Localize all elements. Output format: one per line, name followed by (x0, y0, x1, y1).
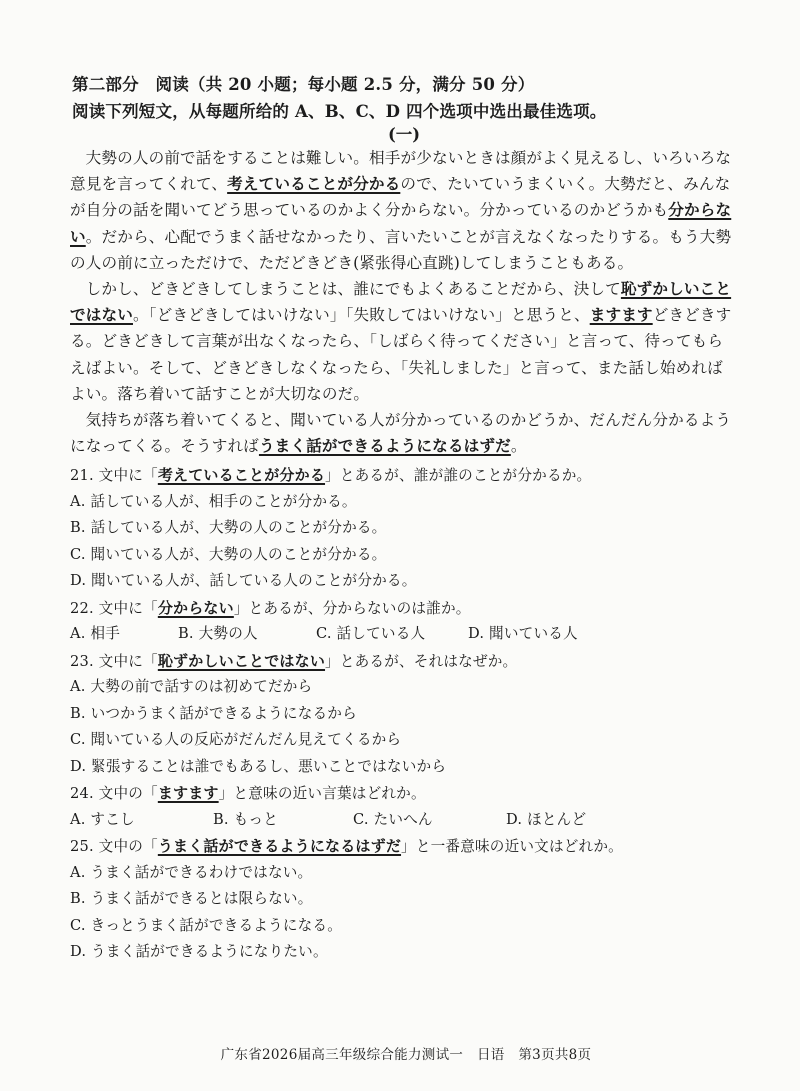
question-22-options (70, 621, 750, 648)
question-suffix: 」とあるが、分からないのは誰か。 (233, 599, 471, 617)
passage-title: (一) (387, 125, 421, 144)
question-prefix: 24. 文中の「 (70, 785, 158, 802)
underlined-phrase: 考えていることが分かる (227, 174, 401, 194)
question-25-stem (70, 833, 750, 860)
question-quote: うまく話ができるようになるはずだ (157, 837, 402, 855)
question-list (70, 462, 750, 966)
question-22-option-d: D. 聞いている人 (468, 625, 578, 642)
question-prefix: 25. 文中の「 (70, 838, 158, 855)
question-24-stem (70, 780, 750, 807)
question-21-stem (70, 462, 750, 489)
underlined-phrase: 分からない (70, 200, 732, 246)
question-24-option-c: C. たいへん (353, 810, 433, 828)
paragraph-text: 。「どきどきしてはいけない」「失敗してはいけない」と思うと、 (132, 306, 590, 325)
question-22-option-a: A. 相手 (70, 625, 121, 642)
question-21-option-c: C. 聞いている人が、大勢の人のことが分かる。 (70, 545, 387, 563)
question-22-option-b: B. 大勢の人 (178, 625, 258, 642)
question-21-option-d: D. 聞いている人が、話している人のことが分かる。 (70, 572, 417, 589)
paragraph-text: ので、たいていうまくいく。大勢だと、みんなが自分の話を聞いてどう思っているのかよく分からない。分かっているのかどうかも (70, 175, 731, 220)
question-suffix: 」と一番意味の近い文はどれか。 (401, 838, 623, 855)
passage-paragraph-3 (70, 407, 736, 459)
question-23-option-a: A. 大勢の前で話すのは初めてだから (70, 678, 313, 695)
section-title: 第二部分 阅读（共 20 小题；每小题 2.5 分，满分 50 分） (72, 75, 535, 94)
question-23-option-b: B. いつかうまく話ができるようになるから (70, 704, 357, 722)
reading-passage (70, 145, 736, 459)
question-24-options (70, 807, 750, 834)
question-prefix: 21. 文中に「 (70, 467, 158, 484)
passage-paragraph-2 (70, 276, 736, 407)
underlined-phrase: 恥ずかしいことではない (70, 279, 732, 325)
question-suffix: 」とあるが、それはなぜか。 (325, 652, 518, 670)
reading-instruction: 阅读下列短文，从每题所给的 A、B、C、D 四个选项中选出最佳选项。 (72, 102, 607, 121)
question-23-option-c: C. 聞いている人の反応がだんだん見えてくるから (70, 731, 402, 748)
question-prefix: 22. 文中に「 (70, 599, 158, 617)
question-quote: ますます (157, 784, 219, 802)
question-23-option-d: D. 緊張することは誰でもあるし、悪いことではないから (70, 757, 447, 775)
paragraph-text: 気持ちが落ち着いてくると、聞いている人が分かっているのかどうか、だんだん分かるようになってくる。そうすれば (70, 411, 732, 456)
page-footer: 广东省2026届高三年级综合能力测试一 日语 第3页共8页 (220, 1047, 592, 1063)
question-21-option-a: A. 話している人が、相手のことが分かる。 (70, 492, 357, 510)
paragraph-text: しかし、どきどきしてしまうことは、誰にでもよくあることだから、決して (85, 280, 621, 299)
question-22-option-c: C. 話している人 (316, 625, 426, 642)
paragraph-text: 。だから、心配でうまく話せなかったり、言いたいことが言えなくなったりする。もう大勢の人の前に立っただけで、ただどきどき(紧张得心直跳)してしまうこともある。 (70, 227, 732, 272)
question-suffix: 」とあるが、誰が誰のことが分かるか。 (325, 467, 592, 484)
underlined-phrase: うまく話ができるようになるはずだ (258, 436, 511, 456)
question-23-stem (70, 648, 750, 675)
question-25-option-c: C. きっとうまく話ができるようになる。 (70, 916, 343, 934)
underlined-phrase: ますます (589, 305, 653, 325)
question-25-option-d: D. うまく話ができるようになりたい。 (70, 943, 328, 960)
question-24-option-b: B. もっと (213, 810, 278, 828)
paragraph-text: どきどきする。どきどきして言葉が出なくなったら、「しばらく待ってください」と言って、待ってもらえばよい。そして、どきどきしなくなったら、「失礼しました」と言って、また話し始めればよい。落ち着いて話すことが大切なのだ。 (70, 306, 732, 403)
question-quote: 分からない (157, 598, 234, 617)
question-25-option-a: A. うまく話ができるわけではない。 (70, 863, 313, 881)
passage-paragraph-1 (70, 145, 736, 276)
paragraph-text: 大勢の人の前で話をすることは難しい。相手が少ないときは顔がよく見えるし、いろいろな意見を言ってくれて、 (70, 149, 732, 194)
question-21-option-b: B. 話している人が、大勢の人のことが分かる。 (70, 519, 387, 536)
question-quote: 考えていることが分かる (157, 466, 326, 484)
question-prefix: 23. 文中に「 (70, 652, 158, 670)
question-25-option-b: B. うまく話ができるとは限らない。 (70, 890, 313, 907)
question-22-stem (70, 595, 750, 622)
question-24-option-a: A. すこし (70, 810, 135, 828)
question-suffix: 」と意味の近い言葉はどれか。 (218, 785, 426, 802)
question-24-option-d: D. ほとんど (506, 810, 587, 828)
paragraph-text: 。 (510, 437, 527, 456)
question-quote: 恥ずかしいことではない (157, 651, 326, 670)
